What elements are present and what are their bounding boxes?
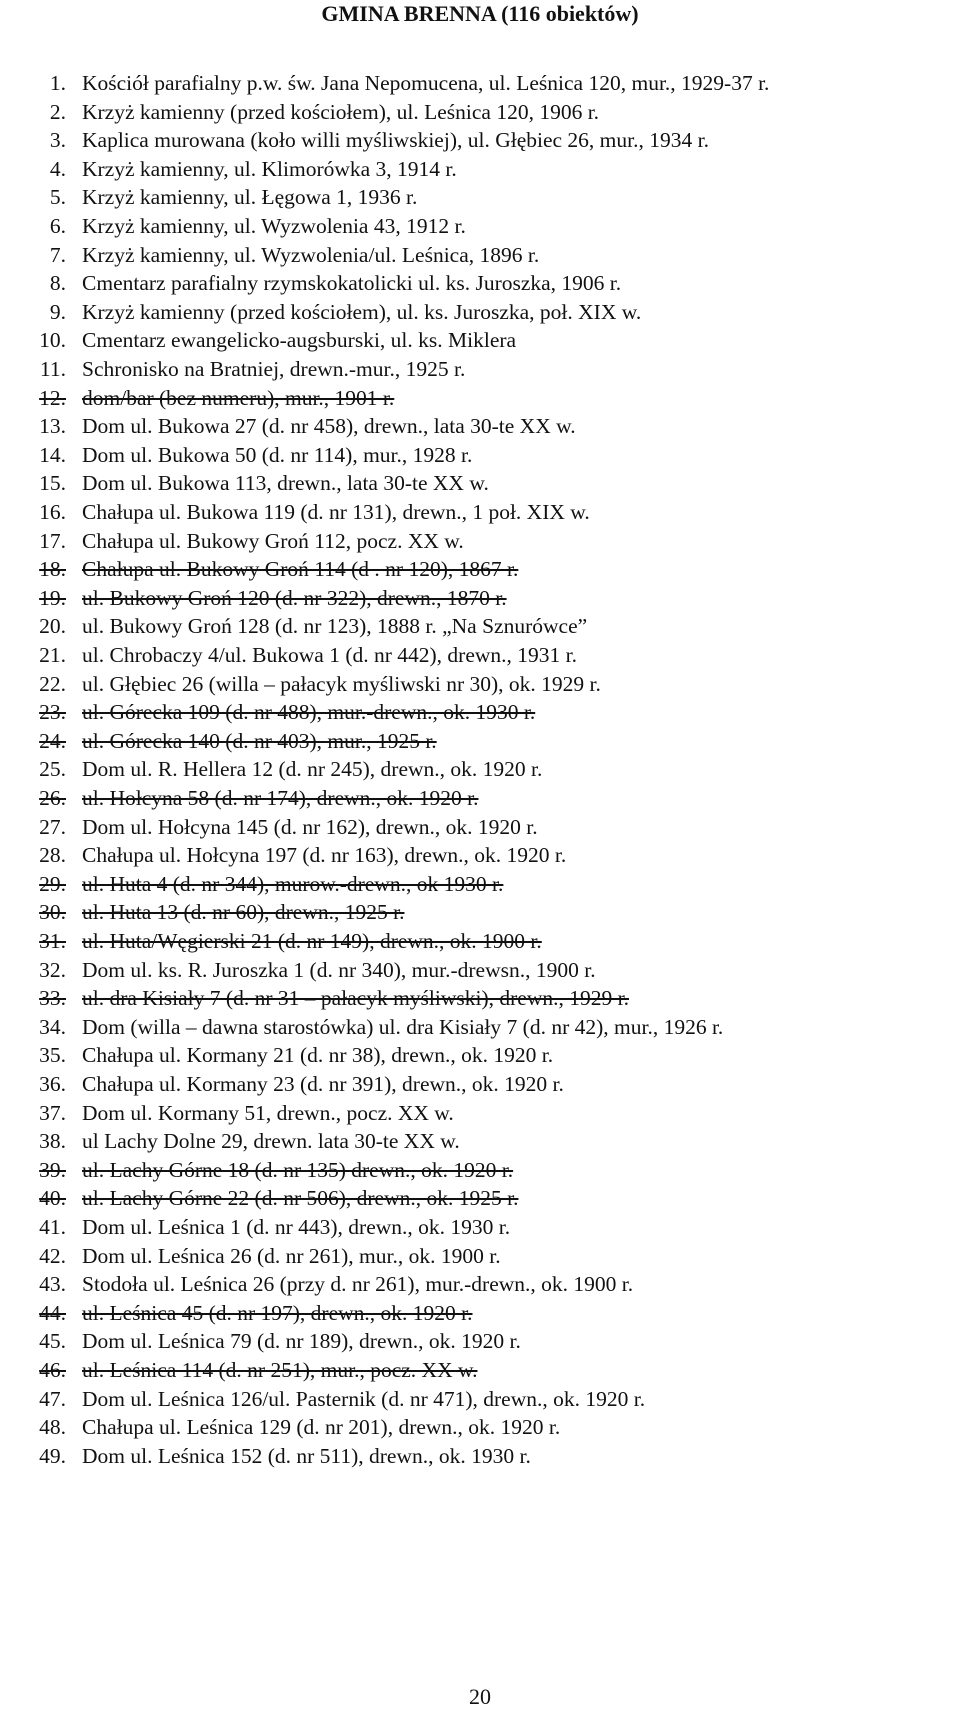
list-item-number: 37. xyxy=(39,1100,66,1125)
list-item-text: ul. Huta/Węgierski 21 (d. nr 149), drewn., ok. 1900 r. xyxy=(82,929,542,953)
list-item-number: 42. xyxy=(39,1243,66,1268)
list-item-text: Chałupa ul. Bukowy Groń 114 (d . nr 120), 1867 r. xyxy=(82,557,519,582)
list-item-text: Chałupa ul. Kormany 21 (d. nr 38), drewn., ok. 1920 r. xyxy=(82,1043,554,1068)
list-item-text: ul. Leśnica 45 (d. nr 197), drewn., ok. 1920 r. xyxy=(82,1300,473,1325)
list-item-number: 12. xyxy=(39,385,66,410)
list-item-text: ul Lachy Dolne 29, drewn. lata 30-te XX w. xyxy=(82,1129,460,1154)
list-item-number: 1. xyxy=(49,71,66,95)
list-item-number: 47. xyxy=(39,1386,66,1411)
list-item-text: Dom (willa – dawna starostówka) ul. dra Kisiały 7 (d. nr 42), mur., 1926 r. xyxy=(82,1014,724,1039)
list-item-number: 24. xyxy=(39,728,66,753)
list-item-number: 2. xyxy=(49,99,66,124)
list-item-number: 8. xyxy=(49,271,66,296)
list-item-number: 4. xyxy=(49,156,66,181)
list-item-number: 11. xyxy=(39,357,66,381)
list-item-number: 14. xyxy=(39,442,66,467)
list-item-text: ul. Chrobaczy 4/ul. Bukowa 1 (d. nr 442), drewn., 1931 r. xyxy=(82,643,578,667)
list-item-number: 15. xyxy=(39,471,66,496)
list-item-text: Krzyż kamienny, ul. Łęgowa 1, 1936 r. xyxy=(82,185,418,210)
list-item-number: 43. xyxy=(39,1272,66,1297)
list-item-text: Kościół parafialny p.w. św. Jana Nepomucena, ul. Leśnica 120, mur., 1929-37 r. xyxy=(82,71,770,95)
list-item-text: ul. dra Kisiały 7 (d. nr 31 – pałacyk myśliwski), drewn., 1929 r. xyxy=(82,986,629,1011)
list-item-text: Dom ul. R. Hellera 12 (d. nr 245), drewn., ok. 1920 r. xyxy=(82,757,543,782)
list-item-number: 5. xyxy=(49,185,66,210)
list-item-text: Chałupa ul. Kormany 23 (d. nr 391), drewn., ok. 1920 r. xyxy=(82,1072,564,1096)
list-item-number: 26. xyxy=(39,786,66,810)
list-item-number: 23. xyxy=(39,700,66,725)
list-item-number: 39. xyxy=(39,1157,66,1182)
list-item-text: ul. Bukowy Groń 120 (d. nr 322), drewn., 1870 r. xyxy=(82,585,507,610)
list-item-number: 20. xyxy=(39,614,66,639)
list-item-text: Chałupa ul. Leśnica 129 (d. nr 201), drewn., ok. 1920 r. xyxy=(82,1415,561,1440)
list-item-number: 29. xyxy=(39,871,66,896)
list-item-text: Cmentarz parafialny rzymskokatolicki ul. ks. Juroszka, 1906 r. xyxy=(82,271,622,296)
list-item-number: 40. xyxy=(39,1186,66,1211)
list-item-text: Krzyż kamienny (przed kościołem), ul. ks. Juroszka, poł. XIX w. xyxy=(82,299,642,324)
list-item-text: Dom ul. Leśnica 152 (d. nr 511), drewn., ok. 1930 r. xyxy=(82,1443,531,1468)
list-item-text: Krzyż kamienny, ul. Wyzwolenia/ul. Leśnica, 1896 r. xyxy=(82,242,540,267)
list-item-number: 44. xyxy=(39,1300,66,1325)
list-item-text: Dom ul. Bukowa 50 (d. nr 114), mur., 1928 r. xyxy=(82,442,473,467)
list-item-text: ul. Lachy Górne 18 (d. nr 135) drewn., ok. 1920 r. xyxy=(82,1157,514,1182)
list-item-number: 28. xyxy=(39,843,66,868)
list-item-text: Chałupa ul. Hołcyna 197 (d. nr 163), drewn., ok. 1920 r. xyxy=(82,843,567,868)
list-item-number: 18. xyxy=(39,557,66,582)
list-item-number: 48. xyxy=(39,1415,66,1440)
list-item-number: 27. xyxy=(39,814,66,839)
list-item-text: Krzyż kamienny, ul. Wyzwolenia 43, 1912 r. xyxy=(82,214,466,238)
list-item-text: ul. Górecka 109 (d. nr 488), mur.-drewn., ok. 1930 r. xyxy=(82,700,536,725)
list-item-number: 41. xyxy=(39,1215,66,1239)
list-item-text: Schronisko na Bratniej, drewn.-mur., 1925 r. xyxy=(82,357,466,381)
list-item-text: ul. Górecka 140 (d. nr 403), mur., 1925 r. xyxy=(82,728,437,753)
list-item-number: 10. xyxy=(39,328,66,353)
list-item-number: 45. xyxy=(39,1329,66,1354)
list-item-number: 17. xyxy=(39,528,66,553)
list-item-number: 33. xyxy=(39,986,66,1011)
list-item-number: 34. xyxy=(39,1014,66,1039)
list-item-number: 32. xyxy=(39,957,66,982)
list-item-number: 36. xyxy=(39,1072,66,1096)
list-item-text: dom/bar (bez numeru), mur., 1901 r. xyxy=(82,385,395,410)
list-item-number: 13. xyxy=(39,414,66,439)
list-item-text: Krzyż kamienny, ul. Klimorówka 3, 1914 r. xyxy=(82,156,457,181)
list-item-number: 22. xyxy=(39,671,66,696)
list-item-number: 6. xyxy=(49,214,66,238)
list-item-number: 9. xyxy=(49,299,66,324)
list-item-text: ul. Lachy Górne 22 (d. nr 506), drewn., ok. 1925 r. xyxy=(82,1186,519,1211)
list-item-number: 3. xyxy=(49,128,66,153)
list-item-text: Chałupa ul. Bukowy Groń 112, pocz. XX w. xyxy=(82,528,464,553)
list-item-text: Stodoła ul. Leśnica 26 (przy d. nr 261), mur.-drewn., ok. 1900 r. xyxy=(82,1272,634,1297)
list-item-number: 30. xyxy=(39,900,66,925)
list-item-text: Dom ul. Leśnica 26 (d. nr 261), mur., ok. 1900 r. xyxy=(82,1243,501,1268)
list-item-number: 21. xyxy=(39,643,66,667)
list-item-text: ul. Bukowy Groń 128 (d. nr 123), 1888 r. „Na Sznurówce” xyxy=(82,614,588,639)
list-item-number: 7. xyxy=(49,242,66,267)
list-item-number: 35. xyxy=(39,1043,66,1068)
list-item-text: Dom ul. Bukowa 27 (d. nr 458), drewn., lata 30-te XX w. xyxy=(82,414,576,439)
list-item-text: Krzyż kamienny (przed kościołem), ul. Leśnica 120, 1906 r. xyxy=(82,99,600,124)
list-item-text: Dom ul. ks. R. Juroszka 1 (d. nr 340), mur.-drewsn., 1900 r. xyxy=(82,957,596,982)
list-item-text: ul. Hołcyna 58 (d. nr 174), drewn., ok. 1920 r. xyxy=(82,786,479,810)
list-item-text: Chałupa ul. Bukowa 119 (d. nr 131), drewn., 1 poł. XIX w. xyxy=(82,500,590,524)
list-item-text: Dom ul. Hołcyna 145 (d. nr 162), drewn., ok. 1920 r. xyxy=(82,814,538,839)
list-item-number: 25. xyxy=(39,757,66,782)
list-item-text: Dom ul. Leśnica 126/ul. Pasternik (d. nr 471), drewn., ok. 1920 r. xyxy=(82,1386,646,1411)
list-item-text: ul. Głębiec 26 (willa – pałacyk myśliwski nr 30), ok. 1929 r. xyxy=(82,671,601,696)
list-item-text: Dom ul. Leśnica 1 (d. nr 443), drewn., ok. 1930 r. xyxy=(82,1215,511,1239)
list-item-text: ul. Leśnica 114 (d. nr 251), mur., pocz. XX w. xyxy=(82,1358,478,1382)
list-item-text: Kaplica murowana (koło willi myśliwskiej), ul. Głębiec 26, mur., 1934 r. xyxy=(82,128,709,153)
list-item-number: 38. xyxy=(39,1129,66,1154)
list-item-number: 49. xyxy=(39,1443,66,1468)
list-item-number: 19. xyxy=(39,585,66,610)
list-item-number: 46. xyxy=(39,1358,66,1382)
page-title: GMINA BRENNA (116 obiektów) xyxy=(321,1,639,26)
list-item-text: Cmentarz ewangelicko-augsburski, ul. ks. Miklera xyxy=(82,328,517,353)
list-item-text: Dom ul. Leśnica 79 (d. nr 189), drewn., ok. 1920 r. xyxy=(82,1329,521,1354)
list-item-text: ul. Huta 13 (d. nr 60), drewn., 1925 r. xyxy=(82,900,405,925)
page-number: 20 xyxy=(469,1684,491,1709)
list-item-number: 31. xyxy=(39,929,66,953)
list-item-number: 16. xyxy=(39,500,66,524)
list-item-text: Dom ul. Bukowa 113, drewn., lata 30-te XX w. xyxy=(82,471,489,496)
list-item-text: ul. Huta 4 (d. nr 344), murow.-drewn., ok 1930 r. xyxy=(82,871,504,896)
list-item-text: Dom ul. Kormany 51, drewn., pocz. XX w. xyxy=(82,1100,454,1125)
